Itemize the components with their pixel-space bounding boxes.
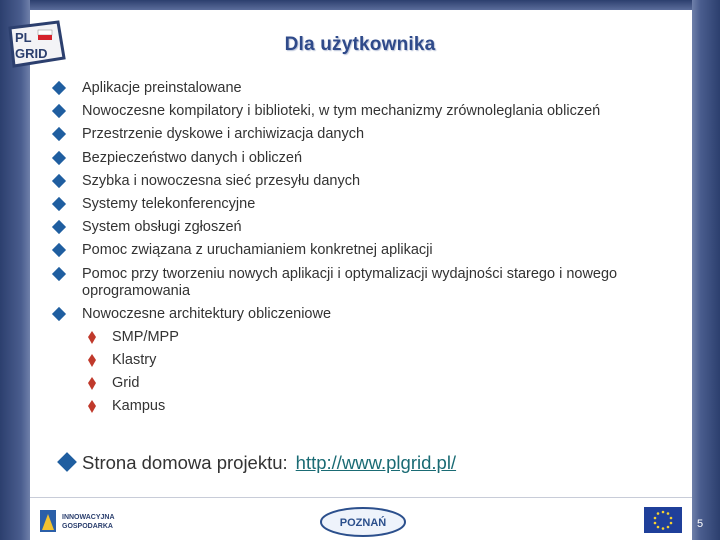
right-frame-band [692, 0, 720, 540]
list-item [52, 196, 682, 213]
svg-text:GRID: GRID [15, 46, 48, 61]
homepage-link[interactable]: http://www.plgrid.pl/ [295, 452, 457, 473]
list-item-text: Przestrzenie dyskowe i archiwizacja danych [82, 126, 365, 143]
list-item [52, 266, 652, 300]
svg-text:PL: PL [15, 30, 32, 45]
poznan-logo [318, 506, 408, 538]
diamond-bullet-icon [52, 104, 66, 118]
list-item [52, 80, 682, 97]
diamond-bullet-icon [52, 243, 66, 257]
left-frame-band [0, 0, 30, 540]
diamond-bullet-icon [57, 452, 77, 472]
list-item [52, 173, 682, 190]
innowacyjna-gospodarka-logo [38, 508, 144, 536]
eu-flag-logo [640, 505, 686, 539]
svg-text:INNOWACYJNA: INNOWACYJNA [62, 514, 115, 521]
sub-bullet-icon [88, 354, 96, 367]
svg-text:POZNAŃ: POZNAŃ [339, 517, 387, 529]
sub-list-item-text: Klastry [112, 352, 157, 369]
list-item [52, 103, 682, 120]
list-item-text: Nowoczesne architektury obliczeniowe [82, 305, 332, 322]
sub-bullet-icon [88, 377, 96, 390]
list-item-text: Nowoczesne kompilatory i biblioteki, w tym mechanizmy zrównoleglania obliczeń [82, 103, 601, 120]
sub-list-item-text: SMP/MPP [112, 328, 179, 345]
list-item [52, 150, 682, 167]
sub-list-item [52, 375, 682, 392]
diamond-bullet-icon [52, 220, 66, 234]
sub-bullet-icon [88, 400, 96, 413]
sub-list-item [52, 398, 682, 415]
list-item-text: Szybka i nowoczesna sieć przesyłu danych [82, 172, 361, 189]
diamond-bullet-icon [52, 81, 66, 95]
page-number: 5 [697, 518, 704, 530]
list-item-text: Pomoc związana z uruchamianiem konkretnej aplikacji [82, 242, 433, 259]
diamond-bullet-icon [52, 307, 66, 321]
list-item [52, 219, 682, 236]
diamond-bullet-icon [52, 127, 66, 141]
feature-list [52, 80, 682, 422]
sub-bullet-icon [88, 331, 96, 344]
diamond-bullet-icon [52, 150, 66, 164]
list-item-text: Pomoc przy tworzeniu nowych aplikacji i optymalizacji wydajności starego i nowego oprogramowania [82, 265, 618, 299]
list-item-text: System obsługi zgłoszeń [82, 219, 242, 236]
list-item-text: Bezpieczeństwo danych i obliczeń [82, 149, 303, 166]
diamond-bullet-icon [52, 266, 66, 280]
diamond-bullet-icon [52, 197, 66, 211]
svg-text:GOSPODARKA: GOSPODARKA [62, 523, 113, 530]
list-item [52, 242, 682, 259]
list-item [52, 126, 682, 143]
list-item-text: Systemy telekonferencyjne [82, 195, 256, 212]
top-frame-band [0, 0, 720, 10]
footer-divider [30, 497, 692, 498]
sub-list-item [52, 352, 682, 369]
page-title: Dla użytkownika [284, 34, 436, 55]
sub-list-item-text: Kampus [112, 398, 166, 415]
homepage-label: Strona domowa projektu: [82, 452, 288, 473]
list-item [52, 306, 682, 323]
project-homepage-line [55, 452, 456, 474]
sub-list-item-text: Grid [112, 375, 140, 392]
diamond-bullet-icon [52, 174, 66, 188]
sub-list-item [52, 329, 682, 346]
list-item-text: Aplikacje preinstalowane [82, 80, 242, 96]
